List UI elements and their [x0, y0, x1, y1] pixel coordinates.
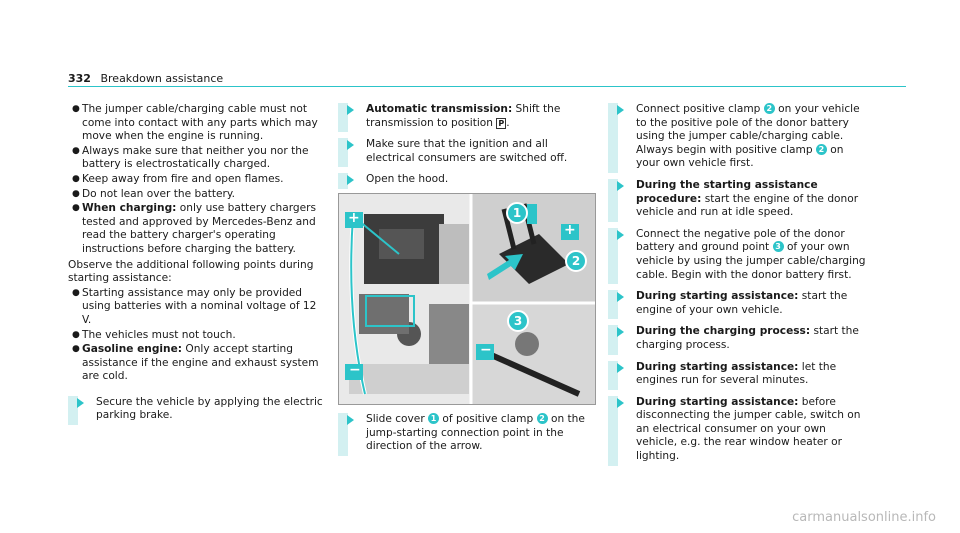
page-number: 332 [68, 72, 91, 85]
step-brake: Secure the vehicle by applying the electric parking brake. [68, 396, 324, 423]
warning-item: ● Keep away from fire and open flames. [72, 172, 284, 185]
step-arrow-icon [617, 398, 624, 408]
callout-2-inline: 2 [816, 144, 827, 155]
bullet-icon: ● [72, 188, 80, 199]
step-start-own: During starting assistance: start the engine of your own vehicle. [608, 290, 870, 317]
warning-item: ● Do not lean over the battery. [72, 187, 236, 200]
step-arrow-icon [617, 181, 624, 191]
bullet-icon: ● [72, 145, 80, 156]
column-1 [68, 103, 324, 431]
step-arrow-icon [617, 327, 624, 337]
step-connect-positive: Connect positive clamp 2 on your vehicle to the positive pole of the donor battery using the jumper cable/charging cable. Always begin with positive clamp 2 on your own vehicle first. [608, 103, 870, 171]
callout-1: 1 [506, 202, 528, 224]
warning-item: ● When charging: only use battery chargers tested and approved by Mercedes-Benz and read the battery charger's operating instructions before charging the battery. [72, 202, 317, 255]
step-arrow-icon [617, 230, 624, 240]
step-arrow-icon [77, 398, 84, 408]
callout-2: 2 [565, 250, 587, 272]
step-slide-cover: Slide cover 1 of positive clamp 2 on the jump-starting connection point in the direction of the arrow. [338, 413, 598, 454]
plus-marker: + [348, 210, 360, 226]
bullet-icon: ● [72, 104, 80, 114]
step-run-engines: During starting assistance: let the engines run for several minutes. [608, 361, 870, 388]
point-item: ● Gasoline engine: Only accept starting assistance if the engine and exhaust system are cold. [72, 343, 319, 383]
observe-text: Observe the additional following points during starting assistance: [68, 258, 314, 285]
park-symbol-icon: P [498, 118, 505, 128]
step-arrow-icon [617, 105, 624, 115]
point-item: ● The vehicles must not touch. [72, 328, 236, 341]
callout-2-inline: 2 [537, 413, 548, 424]
section-title: Breakdown assistance [100, 72, 224, 85]
step-arrow-icon [347, 140, 354, 150]
bullet-icon: ● [72, 173, 80, 184]
engine-bay-graphic [339, 194, 595, 404]
bullet-icon: ● [72, 287, 80, 298]
engine-bay-illustration [338, 193, 596, 405]
column-2 [338, 103, 598, 195]
warning-item: ● Always make sure that neither you nor the battery is electrostatically charged. [72, 144, 309, 171]
watermark: carmanualsonline.info [792, 510, 936, 525]
step-arrow-icon [347, 175, 354, 185]
bullet-icon: ● [72, 344, 80, 355]
step-charging: During the charging process: start the charging process. [608, 325, 870, 352]
header-rule [68, 86, 906, 87]
step-automatic: Automatic transmission: Shift the transmission to position P . [338, 103, 598, 130]
step-arrow-icon [617, 292, 624, 302]
warning-item: ● The jumper cable/charging cable must not come into contact with any parts which may move when the engine is running. [72, 103, 318, 143]
minus-marker-detail: − [480, 342, 492, 358]
step-hood: Open the hood. [338, 173, 598, 187]
callout-1-inline: 1 [428, 413, 439, 424]
minus-marker: − [349, 362, 361, 378]
callout-3-inline: 3 [773, 241, 784, 252]
page-header [68, 72, 223, 85]
bullet-icon: ● [72, 329, 80, 340]
step-arrow-icon [347, 415, 354, 425]
bullet-icon: ● [72, 203, 80, 214]
column-3 [608, 103, 870, 472]
point-item: ● Starting assistance may only be provided using batteries with a nominal voltage of 12 V. [72, 286, 317, 326]
callout-2-inline: 2 [764, 103, 775, 114]
step-arrow-icon [347, 105, 354, 115]
callout-3: 3 [507, 310, 529, 332]
step-disconnect: During starting assistance: before disconnecting the jumper cable, switch on an electrical consumer on your own vehicle, e.g. the rear window heater or lighting. [608, 396, 870, 464]
step-during-procedure: During the starting assistance procedure: start the engine of the donor vehicle and run at idle speed. [608, 179, 870, 220]
step-arrow-icon [617, 363, 624, 373]
figure-caption [338, 413, 598, 462]
plus-marker-detail: + [564, 222, 576, 238]
step-connect-negative: Connect the negative pole of the donor battery and ground point 3 of your own vehicle by using the jumper cable/charging cable. Begin with the donor battery first. [608, 228, 870, 282]
step-ignition: Make sure that the ignition and all electrical consumers are switched off. [338, 138, 598, 165]
